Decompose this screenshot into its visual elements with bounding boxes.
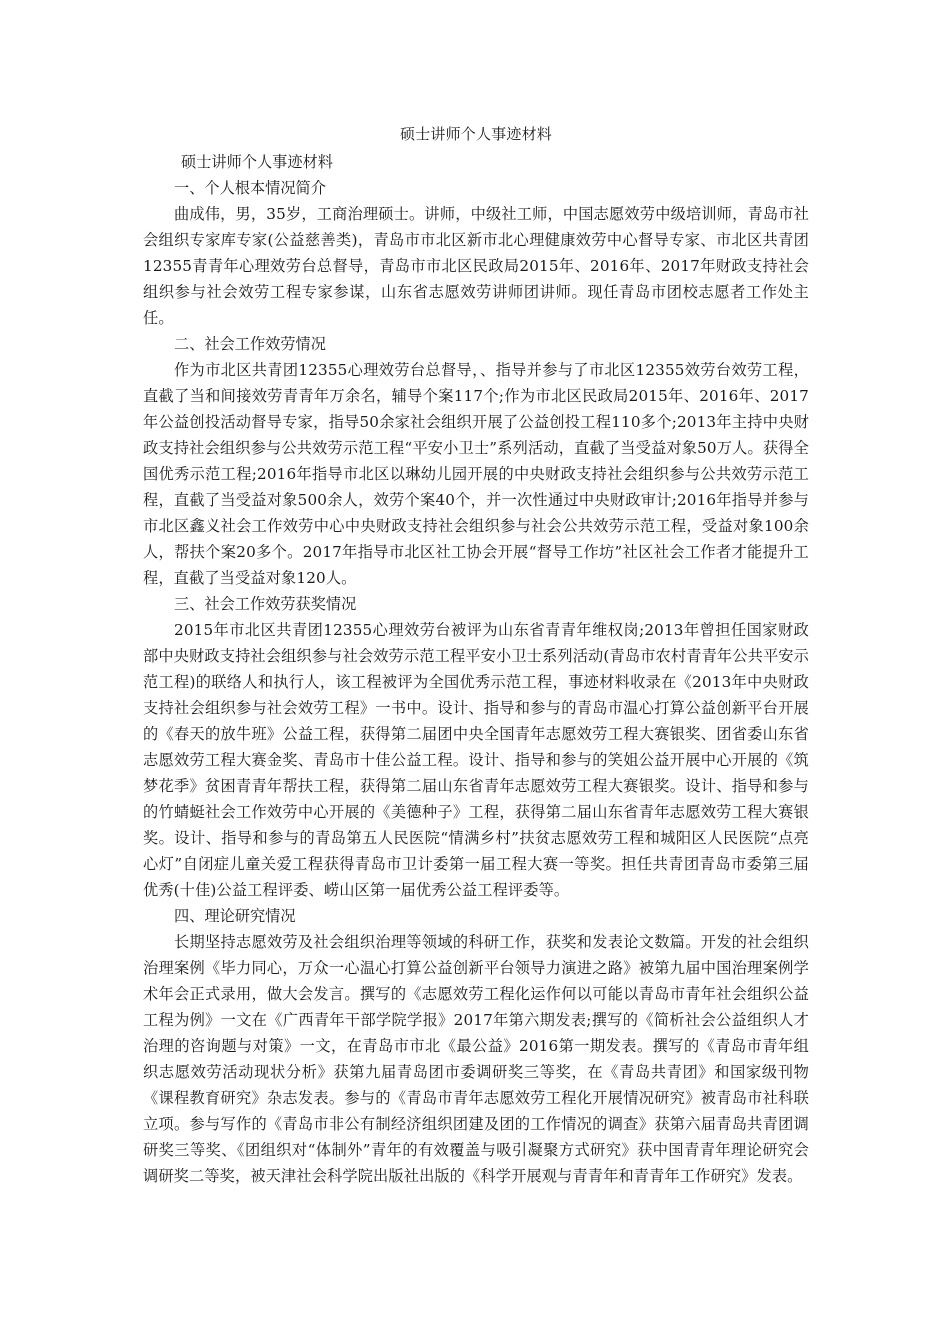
section-heading: 三、社会工作效劳获奖情况 — [174, 595, 357, 613]
section-awards — [143, 591, 809, 903]
document-page — [143, 121, 809, 1189]
section-paragraph: 长期坚持志愿效劳及社会组织治理等领域的科研工作，获奖和发表论文数篇。开发的社会组织治理案例《毕力同心，万众一心温心打算公益创新平台领导力演进之路》被第九届中国治理案例学术年会正式录用，做大会发言。撰写的《志愿效劳工程化运作何以可能以青岛市青年社会组织公益工程为例》一文在《广西青年干部学院学报》2017年第六期发表;撰写的《简析社会公益组织人才治理的咨询题与对策》一文，在青岛市市北《最公益》2016第一期发表。撰写的《青岛市青年组织志愿效劳活动现状分析》获第九届青岛团市委调研奖三等奖，在《青岛共青团》和国家级刊物《课程教育研究》杂志发表。参与的《青岛市青年志愿效劳工程化开展情况研究》被青岛市社科联立项。参与写作的《青岛市非公有制经济组织团建及团的工作情况的调查》获第六届青岛共青团调研奖三等奖、《团组织对“体制外”青年的有效覆盖与吸引凝聚方式研究》获中国青青年理论研究会调研奖二等奖，被天津社会科学院出版社出版的《科学开展观与青青年和青青年工作研究》发表。 — [143, 933, 809, 1185]
section-paragraph: 曲成伟，男，35岁，工商治理硕士。讲师，中级社工师，中国志愿效劳中级培训师，青岛市社会组织专家库专家(公益慈善类)，青岛市市北区新市北心理健康效劳中心督导专家、市北区共青团12355青青年心理效劳台总督导，青岛市市北区民政局2015年、2016年、2017年财政支持社会组织参与社会效劳工程专家参谋，山东省志愿效劳讲师团讲师。现任青岛市团校志愿者工作处主任。 — [143, 205, 809, 327]
section-paragraph: 2015年市北区共青团12355心理效劳台被评为山东省青青年维权岗;2013年曾担任国家财政部中央财政支持社会组织参与社会效劳示范工程平安小卫士系列活动(青岛市农村青青年公共平安示范工程)的联络人和执行人，该工程被评为全国优秀示范工程，事迹材料收录在《2013年中央财政支持社会组织参与社会效劳工程》一书中。设计、指导和参与的青岛市温心打算公益创新平台开展的《春天的放牛班》公益工程，获得第二届团中央全国青年志愿效劳工程大赛银奖、团省委山东省志愿效劳工程大赛金奖、青岛市十佳公益工程。设计、指导和参与的笑姐公益开展中心开展的《筑梦花季》贫困青青年帮扶工程，获得第二届山东省青年志愿效劳工程大赛银奖。设计、指导和参与的竹蜻蜓社会工作效劳中心开展的《美德种子》工程，获得第二届山东省青年志愿效劳工程大赛银奖。设计、指导和参与的青岛第五人民医院“情满乡村”扶贫志愿效劳工程和城阳区人民医院“点亮心灯”自闭症儿童关爱工程获得青岛市卫计委第一届工程大赛一等奖。担任共青团青岛市委第三届优秀(十佳)公益工程评委、崂山区第一届优秀公益工程评委等。 — [143, 621, 809, 899]
document-subtitle: 硕士讲师个人事迹材料 — [181, 153, 333, 171]
section-heading: 四、理论研究情况 — [174, 907, 296, 925]
section-personal-info — [143, 175, 809, 331]
section-paragraph: 作为市北区共青团12355心理效劳台总督导，、指导并参与了市北区12355效劳台效劳工程，直截了当和间接效劳青青年万余名，辅导个案117个;作为市北区民政局2015年、2016年、2017年公益创投活动督导专家，指导50余家社会组织开展了公益创投工程110多个;2013年主持中央财政支持社会组织参与公共效劳示范工程“平安小卫士”系列活动，直截了当受益对象50万人。获得全国优秀示范工程;2016年指导市北区以琳幼儿园开展的中央财政支持社会组织参与公共效劳示范工程，直截了当受益对象500余人，效劳个案40个，并一次性通过中央财政审计;2016年指导并参与市北区鑫义社会工作效劳中心中央财政支持社会组织参与社会公共效劳示范工程，受益对象100余人，帮扶个案20多个。2017年指导市北区社工协会开展“督导工作坊”社区社会工作者才能提升工程，直截了当受益对象120人。 — [143, 361, 809, 587]
document-title: 硕士讲师个人事迹材料 — [399, 125, 552, 143]
section-heading: 二、社会工作效劳情况 — [174, 335, 326, 353]
section-heading: 一、个人根本情况简介 — [174, 179, 326, 197]
section-research — [143, 903, 809, 1189]
section-social-work-service — [143, 331, 809, 591]
